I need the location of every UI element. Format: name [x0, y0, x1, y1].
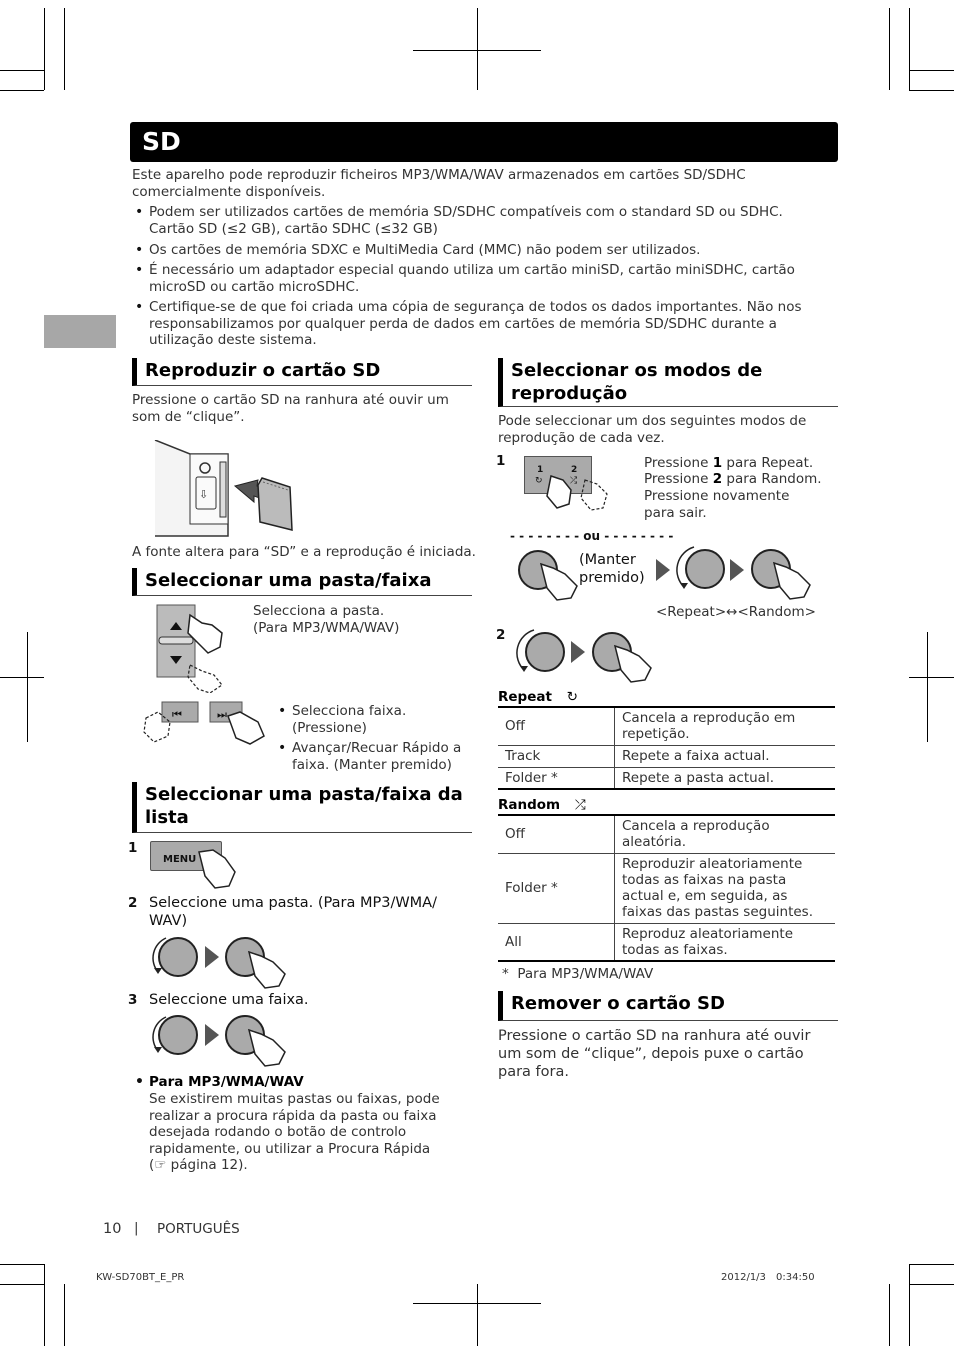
crop-mark [477, 8, 478, 90]
text-span: para Random. [722, 471, 822, 487]
toggle-label: <Repeat>↔<Random> [656, 604, 816, 620]
intro-text: Este aparelho pode reproduzir ficheiros MP3/WMA/WAV armazenados em cartões SD/SDHC comercialmente disponíveis. [132, 167, 746, 200]
section-heading-list: Seleccionar uma pasta/faixa da lista [132, 782, 472, 833]
crop-mark [27, 632, 28, 742]
crop-mark [64, 8, 65, 90]
crop-mark [889, 1284, 890, 1346]
crop-mark [909, 8, 910, 90]
or-divider: - - - - - - - - ou - - - - - - - - [510, 529, 674, 543]
crop-mark [0, 1264, 44, 1265]
intro-bullet: • Podem ser utilizados cartões de memória SD/SDHC compatíveis com o standard SD ou SDHC. Cartão SD (≤2 GB), cartão SDHC (≤32 GB) [132, 204, 819, 237]
arrow-right-icon [656, 559, 670, 581]
crop-mark [0, 90, 44, 91]
hand-press-icon [228, 712, 264, 744]
table-cell-mode: All [498, 923, 615, 961]
intro-bullet: • É necessário um adaptador especial quando utiliza um cartão miniSD, cartão miniSDHC, cartão microSD ou cartão microSDHC. [132, 262, 819, 295]
random-label: Random [498, 797, 561, 813]
page-title-bar [130, 122, 838, 162]
repeat-icon: ↻ [535, 476, 543, 486]
section-heading-play: Reproduzir o cartão SD [132, 358, 472, 386]
hand-press-icon [245, 946, 289, 990]
table-row [498, 745, 835, 767]
table-cell-desc: Repete a faixa actual. [615, 745, 836, 767]
list-step2-text: Seleccione uma pasta. (Para MP3/WMA/ WAV) [149, 895, 437, 929]
key-label: 2 [712, 471, 723, 487]
crop-mark [0, 70, 44, 71]
crop-mark [909, 90, 954, 91]
arrow-right-icon [730, 559, 744, 581]
repeat-label: Repeat [498, 689, 552, 705]
crop-mark [477, 1284, 478, 1346]
table-row [498, 853, 835, 923]
page-title: SD [142, 127, 181, 156]
step-number: 3 [128, 992, 138, 1008]
footer-page-number: 10 [103, 1221, 122, 1237]
arrow-right-icon [571, 641, 585, 663]
crop-mark [44, 1264, 45, 1346]
control-knob [158, 937, 198, 977]
arrow-right-icon [205, 946, 219, 968]
random-table [498, 814, 835, 962]
button-digit: 1 [537, 465, 544, 475]
random-table-label [498, 797, 586, 813]
table-footnote: * Para MP3/WMA/WAV [502, 966, 654, 982]
track-bullet: • Avançar/Recuar Rápido a faixa. (Manter premido) [275, 740, 487, 773]
table-row [498, 923, 835, 961]
play-after-text: A fonte altera para “SD” e a reprodução é iniciada. [132, 544, 476, 560]
modes-step1-line: Pressione novamente para sair. [644, 488, 790, 521]
play-text: Pressione o cartão SD na ranhura até ouvir um som de “clique”. [132, 392, 449, 425]
hand-press-icon [537, 558, 581, 602]
language-tab [44, 315, 116, 348]
footer-language: PORTUGUÊS [157, 1221, 240, 1237]
hand-press-icon [770, 557, 814, 601]
control-knob [158, 1015, 198, 1055]
table-row [498, 767, 835, 789]
footer-separator: | [134, 1220, 139, 1236]
repeat-table [498, 706, 835, 790]
control-knob [525, 632, 565, 672]
random-icon: ⤮ [570, 476, 578, 486]
table-cell-mode: Off [498, 707, 615, 745]
note-text: Se existirem muitas pastas ou faixas, pode realizar a procura rápida da pasta ou faixa desejada rodando o botão de controlo rapidamente, ou utilizar a Procura Rápida (☞ página 12). [149, 1091, 440, 1173]
table-row [498, 707, 835, 745]
table-cell-mode: Off [498, 815, 615, 853]
step-number: 1 [496, 453, 506, 469]
control-knob [685, 549, 725, 589]
folder-note: (Para MP3/WMA/WAV) [253, 620, 400, 636]
text-span: Pressione [644, 471, 713, 487]
crop-mark [413, 1303, 541, 1304]
modes-step1-line [644, 455, 834, 472]
hand-press-icon [611, 640, 655, 684]
table-cell-desc: Cancela a reprodução em repetição. [615, 707, 836, 745]
crop-mark [909, 1264, 954, 1265]
folder-button-illustration [150, 603, 250, 693]
remove-text: Pressione o cartão SD na ranhura até ouvir um som de “clique”, depois puxe o cartão para fora. [498, 1028, 811, 1080]
note-title: • Para MP3/WMA/WAV [132, 1074, 304, 1091]
arrow-right-icon [205, 1024, 219, 1046]
table-cell-desc: Cancela a reprodução aleatória. [615, 815, 836, 853]
crop-mark [44, 8, 45, 90]
track-bullet: • Selecciona faixa. (Pressione) [275, 703, 422, 736]
section-heading-remove: Remover o cartão SD [498, 991, 838, 1021]
crop-mark [0, 677, 44, 678]
prev-track-icon: ⏮ [172, 708, 182, 721]
key-label: 1 [712, 455, 723, 471]
footer-file: KW-SD70BT_E_PR [96, 1272, 185, 1283]
intro-bullet: • Os cartões de memória SDXC e MultiMedia Card (MMC) não podem ser utilizados. [132, 242, 819, 259]
table-cell-desc: Reproduz aleatoriamente todas as faixas. [615, 923, 836, 961]
crop-mark [413, 50, 541, 51]
section-heading-folder: Seleccionar uma pasta/faixa [132, 568, 472, 596]
table-cell-desc: Reproduzir aleatoriamente todas as faixas na pasta actual e, em seguida, as faixas das pastas seguintes. [615, 853, 836, 923]
sd-insert-illustration [150, 440, 300, 540]
button-digit: 2 [571, 465, 578, 475]
step-number: 1 [128, 840, 138, 856]
footer-date: 2012/1/3 [721, 1272, 766, 1283]
list-step3-text: Seleccione uma faixa. [149, 992, 309, 1008]
repeat-table-label [498, 689, 578, 705]
section-heading-modes: Seleccionar os modos de reprodução [498, 358, 838, 407]
crop-mark [64, 1284, 65, 1346]
crop-mark [889, 8, 890, 90]
table-cell-mode: Folder * [498, 767, 615, 789]
crop-mark [909, 1284, 954, 1285]
crop-mark [909, 677, 954, 678]
hand-press-icon [245, 1024, 289, 1068]
footer-time: 0:34:50 [776, 1272, 815, 1283]
crop-mark [909, 1264, 910, 1346]
hand-press-icon [545, 470, 615, 516]
table-row [498, 815, 835, 853]
table-cell-desc: Repete a pasta actual. [615, 767, 836, 789]
text-span: para Repeat. [722, 455, 814, 471]
table-cell-mode: Folder * [498, 853, 615, 923]
track-button-illustration [140, 698, 270, 748]
crop-mark [927, 632, 928, 742]
step-number: 2 [496, 627, 506, 643]
repeat-icon: ↻ [566, 689, 578, 705]
modes-text: Pode seleccionar um dos seguintes modos de reprodução de cada vez. [498, 413, 807, 446]
hold-label: (Manter premido) [579, 552, 645, 586]
crop-mark [0, 1284, 44, 1285]
modes-step1-line [644, 471, 834, 488]
text-span: Pressione [644, 455, 713, 471]
menu-label: MENU [163, 854, 197, 865]
table-cell-mode: Track [498, 745, 615, 767]
hand-press-icon [195, 846, 239, 890]
next-track-icon: ⏭ [217, 708, 227, 721]
step-number: 2 [128, 895, 138, 911]
intro-bullet: • Certifique-se de que foi criada uma cópia de segurança de todos os dados importantes. Não nos responsabilizamos por qualquer perda de dados em cartões de memória SD/SDHC durante a utilização deste sistema. [132, 299, 819, 349]
usb-icon: ⇩ [199, 488, 209, 501]
random-icon: ⤮ [574, 797, 586, 813]
folder-text: Selecciona a pasta. [253, 603, 385, 619]
crop-mark [909, 70, 954, 71]
